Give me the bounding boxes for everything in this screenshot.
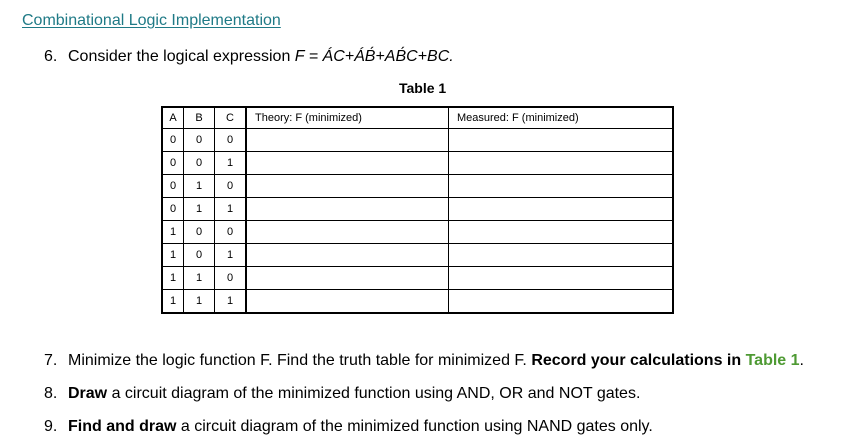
table-row: [162, 267, 673, 290]
cell-theory[interactable]: [246, 221, 449, 244]
question-7: [44, 352, 804, 370]
cell-b: 1: [184, 267, 215, 290]
table-title: Table 1: [399, 80, 447, 96]
cell-measured[interactable]: [449, 290, 674, 314]
header-measured: Measured: F (minimized): [449, 107, 674, 129]
cell-theory[interactable]: [246, 290, 449, 314]
cell-a: 1: [162, 244, 184, 267]
table-row: [162, 221, 673, 244]
cell-a: 1: [162, 221, 184, 244]
cell-b: 0: [184, 152, 215, 175]
table-row: [162, 152, 673, 175]
table-row: [162, 175, 673, 198]
cell-c: 1: [215, 244, 247, 267]
question-9: [44, 418, 653, 436]
cell-b: 0: [184, 221, 215, 244]
table-reference: Table 1: [745, 352, 800, 369]
cell-a: 1: [162, 290, 184, 314]
cell-a: 0: [162, 175, 184, 198]
question-bold-text: Draw: [68, 385, 108, 402]
table-row: [162, 129, 673, 152]
cell-theory[interactable]: [246, 129, 449, 152]
header-a: A: [162, 107, 184, 129]
cell-measured[interactable]: [449, 198, 674, 221]
cell-theory[interactable]: [246, 244, 449, 267]
question-bold-text: Find and draw: [68, 418, 177, 435]
cell-measured[interactable]: [449, 244, 674, 267]
cell-theory[interactable]: [246, 152, 449, 175]
question-8: [44, 385, 640, 403]
cell-b: 0: [184, 129, 215, 152]
question-end: .: [799, 352, 804, 369]
question-text: a circuit diagram of the minimized function using AND, OR and NOT gates.: [107, 385, 641, 402]
cell-measured[interactable]: [449, 152, 674, 175]
table-row: [162, 198, 673, 221]
question-text: Minimize the logic function F. Find the truth table for minimized F.: [68, 352, 532, 369]
question-text: a circuit diagram of the minimized function using NAND gates only.: [176, 418, 653, 435]
table-row: [162, 290, 673, 314]
cell-b: 1: [184, 290, 215, 314]
question-text: Consider the logical expression: [68, 48, 295, 65]
header-c: C: [215, 107, 247, 129]
question-6: [44, 48, 454, 66]
question-number: 6.: [44, 48, 58, 65]
question-bold-text: Record your calculations in: [531, 352, 746, 369]
cell-b: 1: [184, 175, 215, 198]
cell-c: 0: [215, 267, 247, 290]
cell-c: 1: [215, 152, 247, 175]
cell-c: 0: [215, 175, 247, 198]
cell-measured[interactable]: [449, 221, 674, 244]
cell-c: 0: [215, 129, 247, 152]
table-row: [162, 244, 673, 267]
cell-measured[interactable]: [449, 129, 674, 152]
cell-theory[interactable]: [246, 175, 449, 198]
cell-a: 0: [162, 129, 184, 152]
cell-a: 0: [162, 152, 184, 175]
section-heading: Combinational Logic Implementation: [22, 12, 281, 29]
cell-c: 1: [215, 290, 247, 314]
cell-measured[interactable]: [449, 175, 674, 198]
cell-c: 1: [215, 198, 247, 221]
table-header-row: [162, 107, 673, 129]
header-theory: Theory: F (minimized): [246, 107, 449, 129]
cell-theory[interactable]: [246, 198, 449, 221]
cell-c: 0: [215, 221, 247, 244]
question-number: 7.: [44, 352, 58, 369]
cell-a: 1: [162, 267, 184, 290]
cell-b: 1: [184, 198, 215, 221]
header-b: B: [184, 107, 215, 129]
truth-table: [161, 106, 674, 314]
logic-expression: F = ÁC+ÁB́+AB́C+BC.: [294, 48, 454, 65]
question-number: 8.: [44, 385, 58, 402]
cell-b: 0: [184, 244, 215, 267]
question-number: 9.: [44, 418, 58, 435]
cell-measured[interactable]: [449, 267, 674, 290]
cell-theory[interactable]: [246, 267, 449, 290]
cell-a: 0: [162, 198, 184, 221]
